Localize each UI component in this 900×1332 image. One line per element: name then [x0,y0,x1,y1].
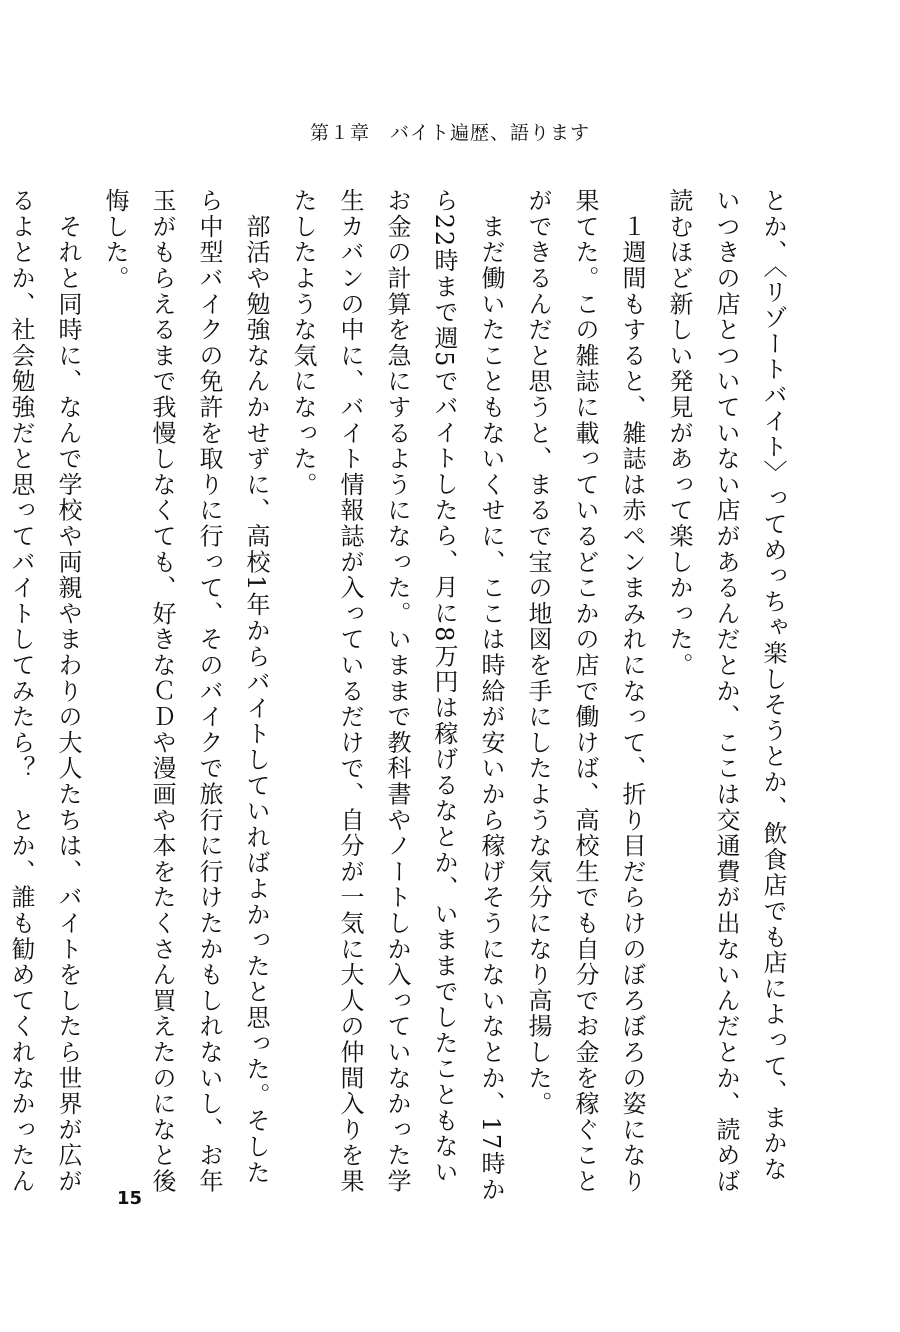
text-line: ら中型バイクの免許を取りに行って、そのバイクで旅行に行けたかもしれないし、お年 [195,188,223,1195]
text-line: たしたような気になった。 [289,188,317,498]
running-head: 第１章 バイト遍歴、語ります [309,122,590,144]
text-line: ができるんだと思うと、まるで宝の地図を手にしたような気分になり高揚した。 [524,188,552,1117]
text-line: まだ働いたこともないくせに、ここは時給が安いから稼げそうにないなとか、17時か [477,188,505,1203]
text-line: 生カバンの中に、バイト情報誌が入っているだけで、自分が一気に大人の仲間入りを果 [336,188,364,1195]
text-line: 部活や勉強なんかせずに、高校1年からバイトしていればよかったと思った。そした [242,188,270,1186]
text-line: るよとか、社会勉強だと思ってバイトしてみたら？ とか、誰も勧めてくれなかったん [7,188,35,1195]
text-line: とか、〈リゾートバイト〉ってめっちゃ楽しそうとか、飲食店でも店によって、まかな [759,188,787,1183]
text-line: 玉がもらえるまで我慢しなくても、好きなＣＤや漫画や本をたくさん買えたのになと後 [148,188,176,1195]
text-line: いつきの店とついていない店があるんだとか、ここは交通費が出ないんだとか、読めば [712,188,740,1195]
text-line: 果てた。この雑誌に載っているどこかの店で働けば、高校生でも自分でお金を稼ぐこと [571,188,599,1195]
page-number: 15 [117,1188,143,1209]
text-line: 読むほど新しい発見があって楽しかった。 [665,188,693,679]
text-line: お金の計算を急にするようになった。いままで教科書やノートしか入っていなかった学 [383,188,411,1195]
text-line: ら22時まで週5でバイトしたら、月に8万円は稼げるなとか、いままでしたこともない [430,188,458,1186]
text-line: １週間もすると、雑誌は赤ペンまみれになって、折り目だらけのぼろぼろの姿になり [618,188,646,1195]
text-line: 悔した。 [101,188,129,292]
text-line: それと同時に、なんで学校や両親やまわりの大人たちは、バイトをしたら世界が広が [54,188,82,1195]
